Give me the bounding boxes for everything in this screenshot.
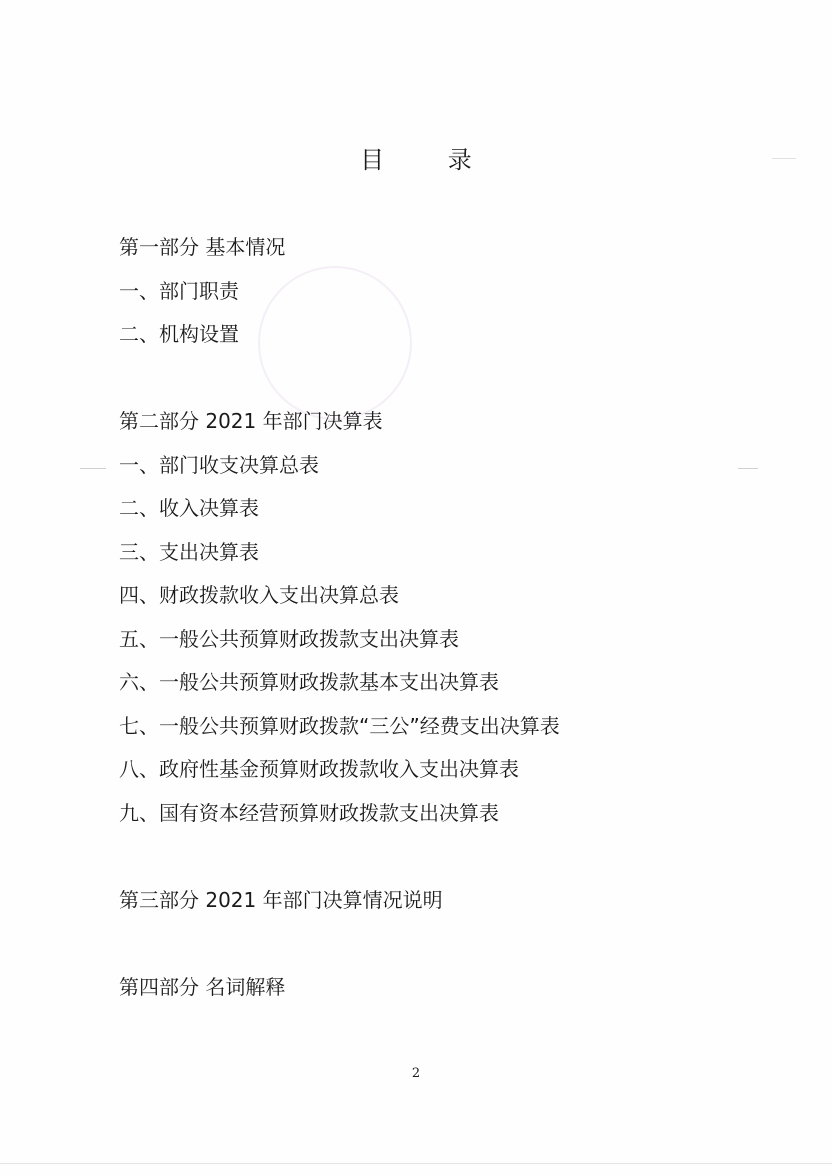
toc-item: 四、财政拨款收入支出决算总表 (119, 583, 399, 607)
scan-artifact-left (80, 468, 106, 469)
toc-item: 二、机构设置 (119, 322, 239, 346)
page-title: 目 录 (360, 146, 500, 174)
section-gap (119, 835, 739, 879)
toc-item: 一、部门职责 (119, 278, 239, 303)
toc-item: 六、一般公共预算财政拨款基本支出决算表 (119, 670, 499, 694)
scan-bottom-edge (0, 1163, 832, 1164)
toc-item: 九、国有资本经营预算财政拨款支出决算表 (119, 800, 499, 825)
toc-item: 一、部门收支决算总表 (119, 452, 319, 477)
toc-section-heading: 第一部分 基本情况 (119, 235, 286, 259)
scan-artifact-right (738, 468, 758, 469)
toc-section-heading: 第三部分 2021 年部门决算情况说明 (119, 887, 443, 912)
section-gap (119, 357, 739, 401)
toc-item: 五、一般公共预算财政拨款支出决算表 (119, 626, 459, 651)
toc-section-heading: 第四部分 名词解释 (119, 974, 286, 999)
page-number: 2 (411, 1066, 421, 1081)
toc-item: 七、一般公共预算财政拨款“三公”经费支出决算表 (119, 713, 560, 738)
toc-item: 三、支出决算表 (119, 539, 259, 564)
section-gap (119, 922, 739, 966)
toc-section-heading: 第二部分 2021 年部门决算表 (119, 409, 383, 433)
toc-item: 八、政府性基金预算财政拨款收入支出决算表 (119, 757, 519, 781)
toc-item: 二、收入决算表 (119, 496, 259, 520)
table-of-contents (119, 226, 739, 1009)
